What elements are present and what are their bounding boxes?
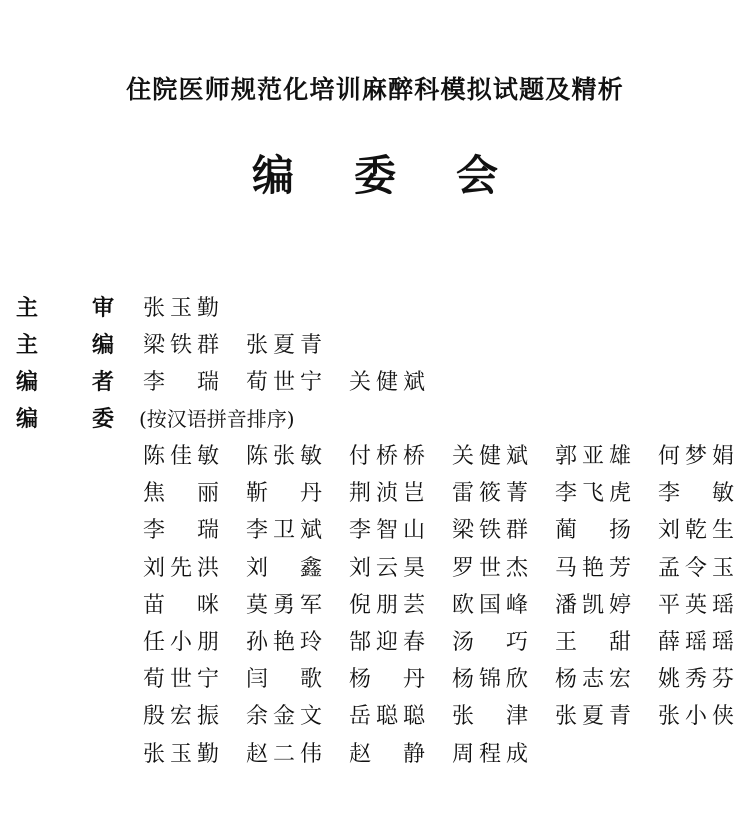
person-name-text: 靳 丹	[246, 481, 322, 507]
committee-member	[246, 661, 349, 698]
person-name-text: 蔺 扬	[555, 518, 631, 544]
person-name-text: 殷宏振	[143, 704, 219, 730]
committee-member	[658, 624, 750, 661]
person-name-text: 周程成	[452, 741, 528, 767]
person-name-text: 刘乾生	[658, 518, 734, 544]
person-name-text: 李卫斌	[246, 518, 322, 544]
book-title: 住院医师规范化培训麻醉科模拟试题及精析	[126, 75, 624, 104]
person-name	[143, 364, 246, 401]
role-label-char: 主	[16, 296, 39, 321]
person-name-text: 李 敏	[658, 481, 734, 507]
person-name-text: 岳聪聪	[349, 704, 425, 730]
person-name-text: 平英瑶	[658, 592, 734, 618]
committee-member	[143, 550, 246, 587]
section-heading-char: 会	[456, 151, 499, 200]
committee-member	[658, 661, 750, 698]
person-name-text: 李智山	[349, 518, 425, 544]
person-name-text: 杨 丹	[349, 667, 425, 693]
role-label-char: 编	[16, 407, 39, 432]
role-label	[16, 290, 118, 327]
committee-member	[349, 587, 452, 624]
committee-member	[658, 512, 750, 549]
committee-member	[349, 550, 452, 587]
committee-member	[246, 475, 349, 512]
person-name-text: 梁铁群	[143, 333, 219, 358]
person-name-text: 张玉勤	[143, 741, 219, 767]
committee-member	[452, 587, 555, 624]
committee-member	[555, 661, 658, 698]
committee-member	[349, 624, 452, 661]
committee-member	[143, 624, 246, 661]
committee-member	[349, 512, 452, 549]
committee-member	[349, 438, 452, 475]
role-names	[143, 290, 219, 327]
committee-member	[452, 661, 555, 698]
committee-member	[452, 736, 555, 773]
person-name-text: 倪朋芸	[349, 592, 425, 618]
person-name-text: 莫勇军	[246, 592, 322, 618]
committee-member	[349, 475, 452, 512]
person-name-text: 刘先洪	[143, 555, 219, 581]
committee-member	[143, 475, 246, 512]
committee-member	[349, 698, 452, 735]
person-name-text: 郜迎春	[349, 629, 425, 655]
person-name	[246, 327, 349, 364]
person-name-text: 陈佳敏	[143, 444, 219, 469]
person-name-text: 赵 静	[349, 741, 425, 767]
person-name-text: 余金文	[246, 704, 322, 730]
committee-member	[246, 550, 349, 587]
person-name-text: 王 甜	[555, 629, 631, 655]
committee-member	[246, 736, 349, 773]
committee-member	[246, 587, 349, 624]
committee-member	[452, 475, 555, 512]
role-committee	[0, 401, 750, 438]
section-heading-char: 编	[251, 151, 294, 200]
person-name-text: 付桥桥	[349, 444, 425, 469]
person-name-text: 任小朋	[143, 629, 219, 655]
committee-member	[658, 438, 750, 475]
committee-member	[246, 624, 349, 661]
person-name	[349, 364, 452, 401]
person-name-text: 姚秀芬	[658, 667, 734, 693]
section-heading-char: 委	[353, 151, 396, 200]
committee-member	[658, 475, 750, 512]
committee-member	[658, 587, 750, 624]
person-name	[143, 327, 246, 364]
committee-member	[658, 550, 750, 587]
role-label	[16, 364, 118, 401]
committee-member	[555, 624, 658, 661]
person-name-text: 薛瑶瑶	[658, 629, 734, 655]
role-authors	[0, 364, 750, 401]
committee-member	[452, 550, 555, 587]
editorial-roles	[0, 290, 750, 438]
person-name-text: 荀世宁	[246, 370, 322, 395]
committee-member	[555, 587, 658, 624]
person-name-text: 张小侠	[658, 704, 734, 730]
role-names	[143, 327, 349, 364]
role-label-char: 委	[92, 407, 115, 432]
committee-member	[452, 624, 555, 661]
person-name-text: 苗 咪	[143, 592, 219, 618]
person-name-text: 李 瑞	[143, 518, 219, 544]
committee-member	[246, 438, 349, 475]
person-name-text: 欧国峰	[452, 592, 528, 618]
committee-member	[555, 698, 658, 735]
person-name-text: 陈张敏	[246, 444, 322, 469]
committee-member	[555, 550, 658, 587]
role-names	[143, 364, 452, 401]
committee-member	[143, 587, 246, 624]
role-chief-editor	[0, 327, 750, 364]
committee-member	[555, 438, 658, 475]
committee-member	[143, 698, 246, 735]
person-name-text: 汤 巧	[452, 629, 528, 655]
person-name-text: 何梦娟	[658, 444, 734, 469]
person-name-text: 关健斌	[452, 444, 528, 469]
committee-member	[555, 475, 658, 512]
person-name-text: 孙艳玲	[246, 629, 322, 655]
person-name-text: 荆浈岂	[349, 481, 425, 507]
person-name-text: 刘云昊	[349, 555, 425, 581]
person-name: 张玉勤	[143, 296, 219, 321]
role-label-char: 者	[92, 370, 115, 395]
person-name-text: 郭亚雄	[555, 444, 631, 469]
person-name-text: 李 瑞	[143, 370, 219, 395]
person-name-text: 马艳芳	[555, 555, 631, 581]
committee-member	[349, 736, 452, 773]
committee-member	[143, 438, 246, 475]
sort-order-note: (按汉语拼音排序)	[139, 407, 295, 431]
person-name-text: 赵二伟	[246, 741, 322, 767]
person-name-text: 孟令玉	[658, 555, 734, 581]
person-name-text: 张 津	[452, 704, 528, 730]
person-name-text: 刘 鑫	[246, 555, 322, 581]
role-label	[16, 327, 118, 364]
committee-member	[143, 736, 246, 773]
committee-member	[658, 698, 750, 735]
committee-member	[452, 698, 555, 735]
committee-member	[143, 512, 246, 549]
role-label-char: 主	[16, 333, 39, 358]
committee-member	[452, 438, 555, 475]
section-heading	[0, 146, 750, 206]
role-label	[16, 401, 118, 438]
person-name-text: 杨志宏	[555, 667, 631, 693]
person-name-text: 罗世杰	[452, 555, 528, 581]
role-label-char: 审	[92, 296, 115, 321]
person-name	[246, 364, 349, 401]
person-name-text: 关健斌	[349, 370, 425, 395]
committee-member	[246, 512, 349, 549]
person-name-text: 潘凯婷	[555, 592, 631, 618]
person-name-text: 杨锦欣	[452, 667, 528, 693]
person-name-text: 李飞虎	[555, 481, 631, 507]
committee-member-list	[143, 438, 743, 773]
committee-member	[555, 512, 658, 549]
committee-member	[349, 661, 452, 698]
role-names	[139, 401, 299, 438]
person-name-text: 梁铁群	[452, 518, 528, 544]
person-name-text: 雷筱菁	[452, 481, 528, 507]
person-name-text: 张夏青	[246, 333, 322, 358]
person-name-text: 闫 歌	[246, 667, 322, 693]
person-name-text: 荀世宁	[143, 667, 219, 693]
person-name-text: 张夏青	[555, 704, 631, 730]
committee-member	[246, 698, 349, 735]
committee-member	[143, 661, 246, 698]
role-label-char: 编	[16, 370, 39, 395]
role-label-char: 编	[92, 333, 115, 358]
committee-member	[452, 512, 555, 549]
role-chief-reviewer	[0, 290, 750, 327]
person-name-text: 焦 丽	[143, 481, 219, 507]
